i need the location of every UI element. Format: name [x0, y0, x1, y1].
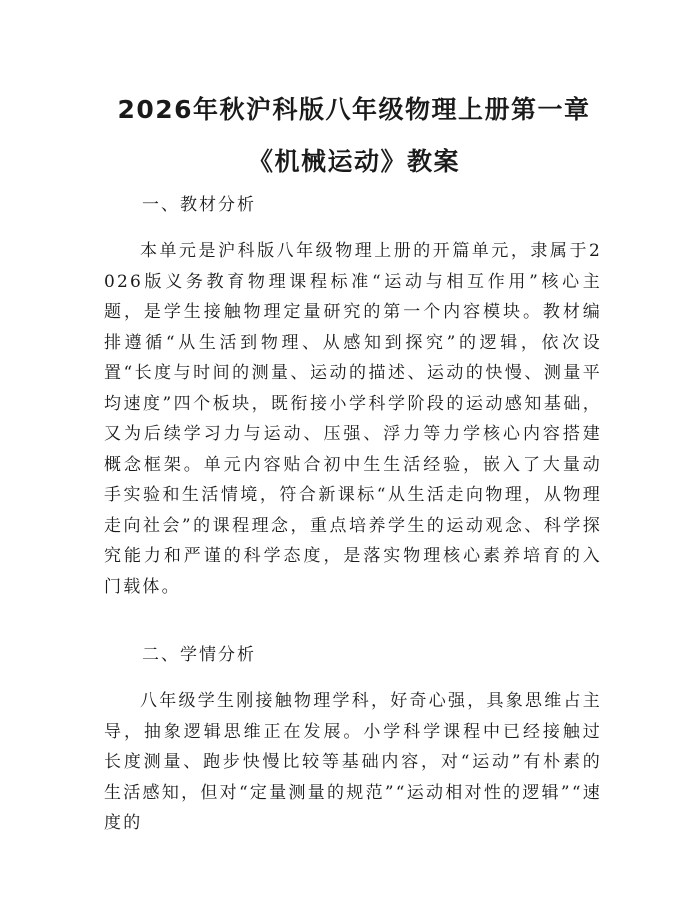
section-paragraph-student-analysis: 八年级学生刚接触物理学科，好奇心强，具象思维占主导，抽象逻辑思维正在发展。小学科学课程中已经接触过长度测量、跑步快慢比较等基础内容，对“运动”有朴素的生活感知，但对“定量测量的规范”“运动相对性的逻辑”“速度的: [104, 691, 602, 833]
section-paragraph-textbook-analysis: 本单元是沪科版八年级物理上册的开篇单元，隶属于2026版义务教育物理课程标准“运动与相互作用”核心主题，是学生接触物理定量研究的第一个内容模块。教材编排遵循“从生活到物理、从感知到探究”的逻辑，依次设置“长度与时间的测量、运动的描述、运动的快慢、测量平均速度”四个板块，既衔接小学科学阶段的运动感知基础，又为后续学习力与运动、压强、浮力等力学核心内容搭建概念框架。单元内容贴合初中生生活经验，嵌入了大量动手实验和生活情境，符合新课标“从生活走向物理，从物理走向社会”的课程理念，重点培养学生的运动观念、科学探究能力和严谨的科学态度，是落实物理核心素养培育的入门载体。: [104, 241, 602, 597]
document-title: 2026年秋沪科版八年级物理上册第一章《机械运动》教案: [117, 95, 591, 176]
section-heading-textbook-analysis: 一、教材分析: [142, 195, 256, 215]
section-heading-student-analysis: 二、学情分析: [142, 645, 256, 665]
